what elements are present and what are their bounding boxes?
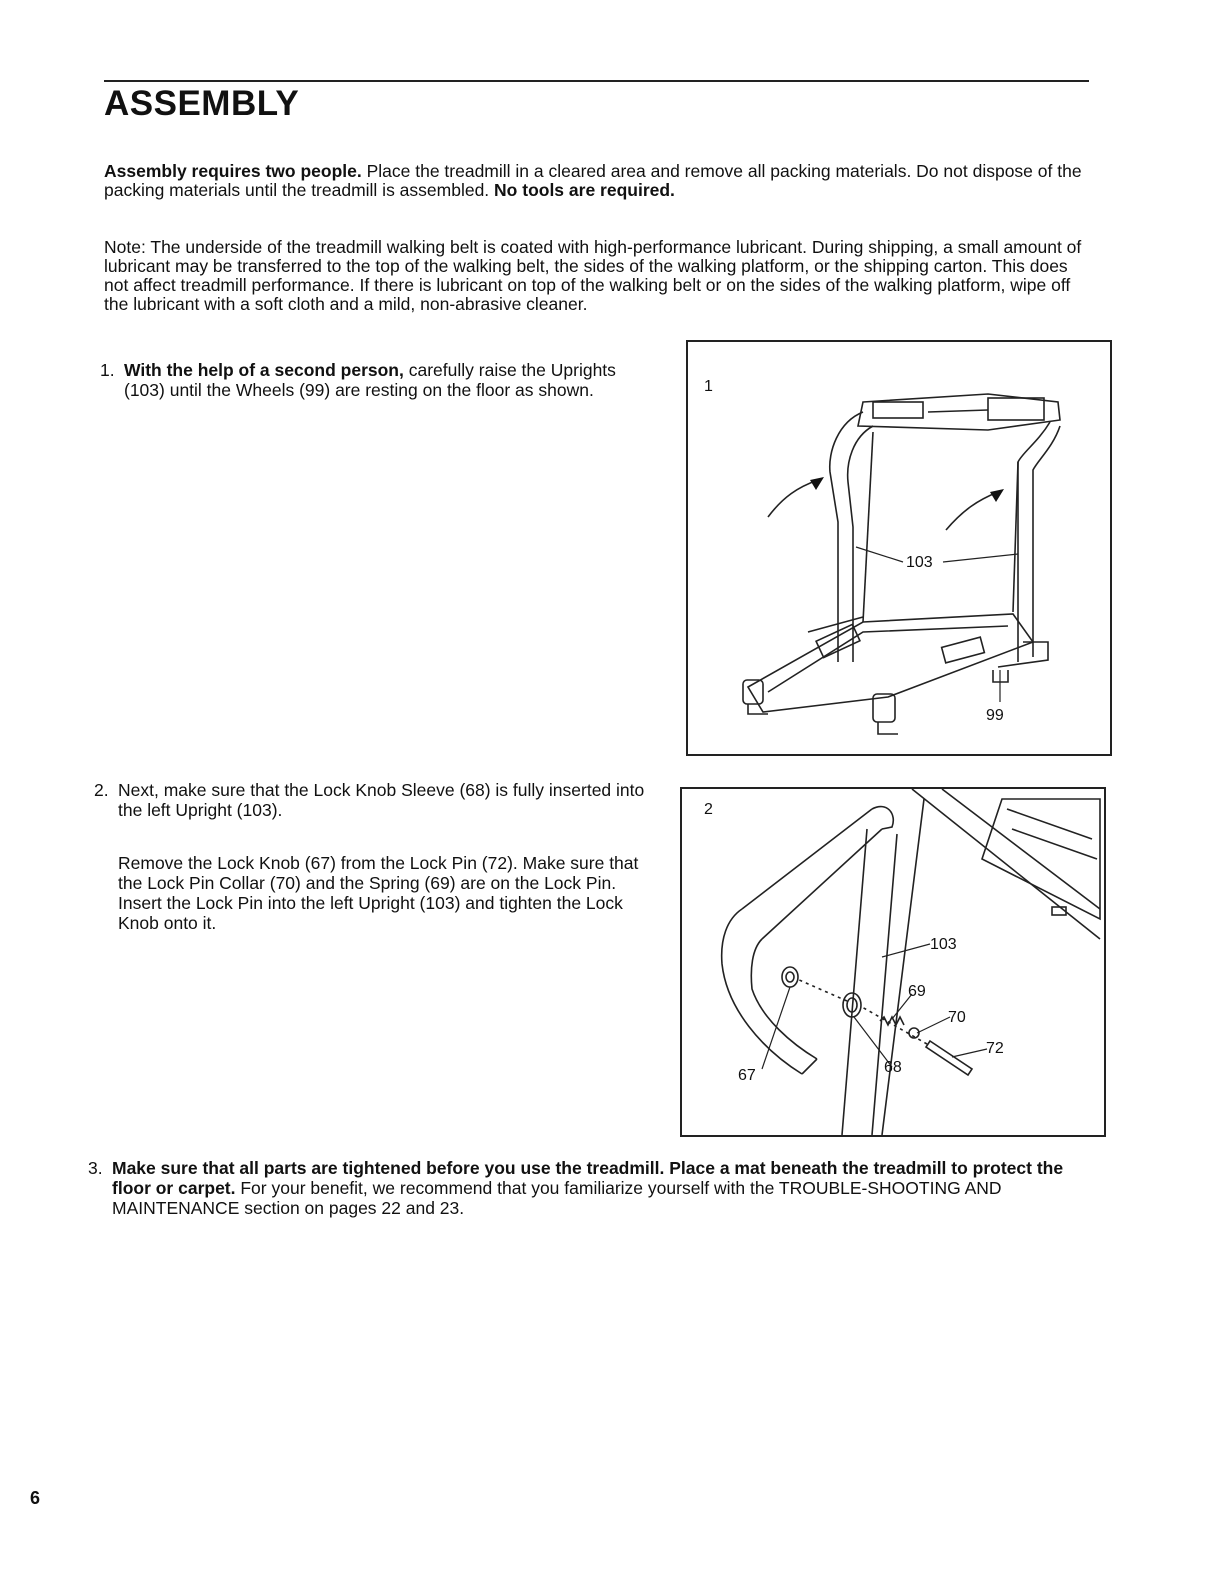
page-title: ASSEMBLY	[104, 84, 300, 123]
step-2-instructions: Remove the Lock Knob (67) from the Lock Pin (72). Make sure that the Lock Pin Collar (70) and the Spring (69) are on the Lock Pin. Insert the Lock Pin into the left Upright (103) and tighten the Lock Knob onto it.	[118, 853, 639, 933]
callout-uprights-103: 103	[906, 554, 933, 571]
callout-collar-70: 70	[948, 1009, 966, 1026]
treadmill-illustration	[688, 342, 1110, 754]
step-3-bold: Make sure that all parts are tightened before you use the treadmill. Place a mat beneath the treadmill to protect the floor or carpet.	[112, 1158, 1064, 1198]
callout-pin-72: 72	[986, 1040, 1004, 1057]
step-1-bold: With the help of a second person,	[124, 360, 404, 380]
callout-sleeve-68: 68	[884, 1059, 902, 1076]
intro-paragraph	[104, 162, 1094, 200]
step-1-number: 1.	[100, 360, 115, 380]
figure-1-number: 1	[704, 378, 713, 395]
figure-2-lock-pin-detail	[680, 787, 1106, 1137]
step-3-number: 3.	[88, 1158, 103, 1178]
callout-upright-103: 103	[930, 936, 957, 953]
page-number: 6	[30, 1488, 41, 1508]
step-3-body: For your benefit, we recommend that you familiarize yourself with the TROUBLE-SHOOTING AND MAINTENANCE section on pages 22 and 23.	[112, 1178, 1002, 1218]
intro-bold-1: Assembly requires two people.	[104, 161, 362, 181]
step-2-text: Next, make sure that the Lock Knob Sleeve (68) is fully inserted into the left Upright (103).	[118, 780, 645, 820]
step-1-text	[124, 360, 640, 400]
callout-knob-67: 67	[738, 1067, 756, 1084]
intro-text: Place the treadmill in a cleared area and remove all packing materials. Do not dispose of the packing materials until the treadmill is assembled.	[104, 161, 1082, 200]
intro-bold-2: No tools are required.	[494, 180, 675, 200]
lubricant-note: Note: The underside of the treadmill walking belt is coated with high-performance lubricant. During shipping, a small amount of lubricant may be transferred to the top of the walking belt, the sides of the walking platform, or the shipping carton. This does not affect treadmill performance. If there is lubricant on top of the walking belt or on the sides of the walking platform, wipe off the lubricant with a soft cloth and a mild, non-abrasive cleaner.	[104, 237, 1082, 314]
callout-wheels-99: 99	[986, 707, 1004, 724]
figure-1-treadmill-raised	[686, 340, 1112, 756]
step-1-body: carefully raise the Uprights (103) until the Wheels (99) are resting on the floor as shown.	[124, 360, 616, 400]
header-rule	[104, 80, 1089, 82]
callout-spring-69: 69	[908, 983, 926, 1000]
figure-2-number: 2	[704, 801, 713, 818]
step-3-text	[112, 1158, 1092, 1218]
step-2-number: 2.	[94, 780, 109, 800]
